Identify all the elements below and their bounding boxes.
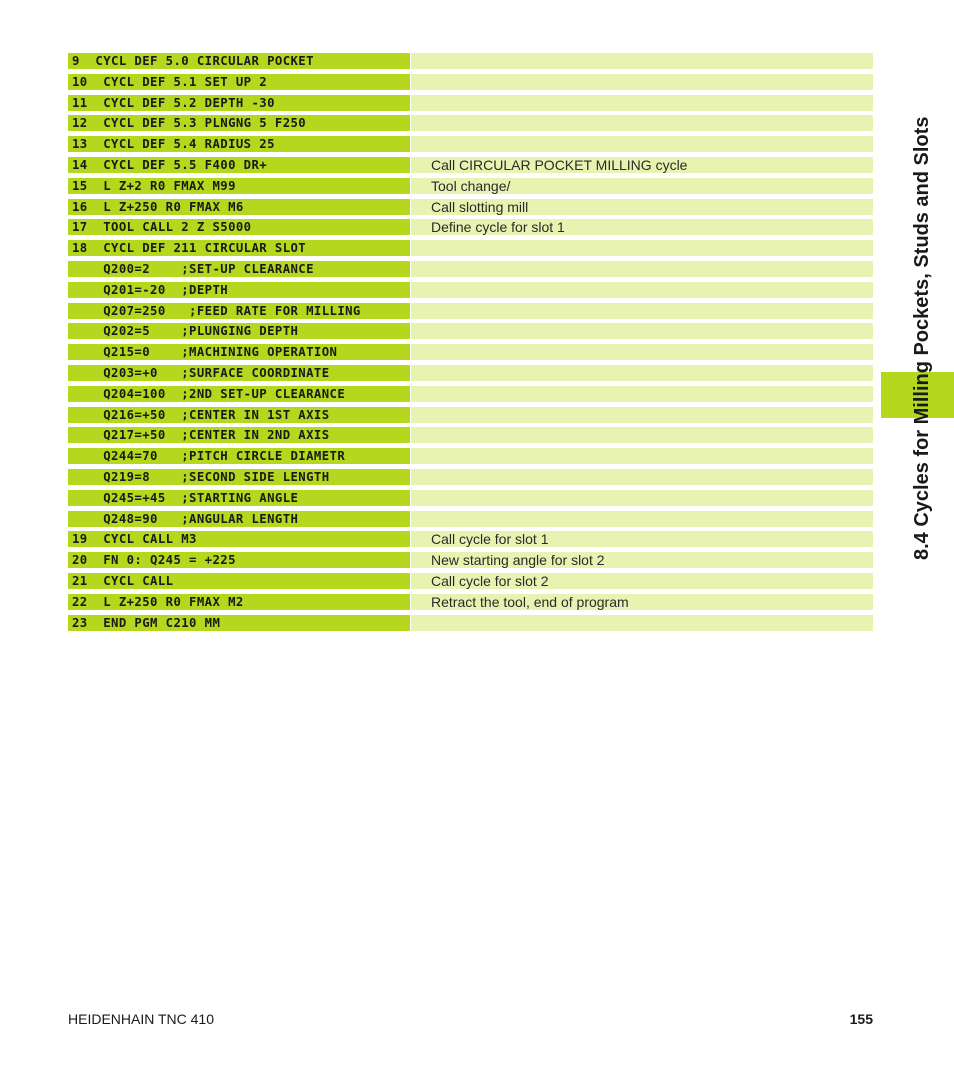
program-comment-cell: Tool change/ bbox=[411, 178, 873, 194]
program-code-cell: Q201=-20 ;DEPTH bbox=[68, 282, 410, 298]
program-code-cell: 16 L Z+250 R0 FMAX M6 bbox=[68, 199, 410, 215]
program-row bbox=[68, 448, 873, 464]
program-code-cell: 13 CYCL DEF 5.4 RADIUS 25 bbox=[68, 136, 410, 152]
program-row bbox=[68, 323, 873, 339]
program-code-cell: 10 CYCL DEF 5.1 SET UP 2 bbox=[68, 74, 410, 90]
program-comment-cell bbox=[411, 469, 873, 485]
program-code-cell: 21 CYCL CALL bbox=[68, 573, 410, 589]
program-code-cell: 22 L Z+250 R0 FMAX M2 bbox=[68, 594, 410, 610]
program-row bbox=[68, 282, 873, 298]
program-code-cell: 17 TOOL CALL 2 Z S5000 bbox=[68, 219, 410, 235]
program-comment-cell bbox=[411, 323, 873, 339]
program-comment-cell bbox=[411, 427, 873, 443]
program-row bbox=[68, 552, 873, 568]
program-code-cell: Q200=2 ;SET-UP CLEARANCE bbox=[68, 261, 410, 277]
program-comment-cell bbox=[411, 115, 873, 131]
chapter-side-title: 8.4 Cycles for Milling Pockets, Studs and Slots bbox=[911, 116, 933, 560]
program-comment-cell bbox=[411, 95, 873, 111]
program-code-cell: 11 CYCL DEF 5.2 DEPTH -30 bbox=[68, 95, 410, 111]
program-row bbox=[68, 178, 873, 194]
program-code-cell: Q217=+50 ;CENTER IN 2ND AXIS bbox=[68, 427, 410, 443]
nc-program-table bbox=[68, 53, 873, 635]
program-row bbox=[68, 407, 873, 423]
program-code-cell: 12 CYCL DEF 5.3 PLNGNG 5 F250 bbox=[68, 115, 410, 131]
program-code-cell: Q248=90 ;ANGULAR LENGTH bbox=[68, 511, 410, 527]
program-code-cell: 20 FN 0: Q245 = +225 bbox=[68, 552, 410, 568]
program-comment-cell bbox=[411, 386, 873, 402]
program-comment-cell: Call CIRCULAR POCKET MILLING cycle bbox=[411, 157, 873, 173]
program-code-cell: Q203=+0 ;SURFACE COORDINATE bbox=[68, 365, 410, 381]
program-comment-cell bbox=[411, 282, 873, 298]
program-row bbox=[68, 199, 873, 215]
program-row bbox=[68, 53, 873, 69]
program-code-cell: 23 END PGM C210 MM bbox=[68, 615, 410, 631]
program-row bbox=[68, 219, 873, 235]
program-row bbox=[68, 74, 873, 90]
program-code-cell: 9 CYCL DEF 5.0 CIRCULAR POCKET bbox=[68, 53, 410, 69]
program-row bbox=[68, 95, 873, 111]
program-comment-cell: Define cycle for slot 1 bbox=[411, 219, 873, 235]
program-row bbox=[68, 594, 873, 610]
program-comment-cell bbox=[411, 511, 873, 527]
footer-page-number: 155 bbox=[849, 1011, 873, 1027]
program-row bbox=[68, 344, 873, 360]
program-code-cell: Q215=0 ;MACHINING OPERATION bbox=[68, 344, 410, 360]
program-row bbox=[68, 386, 873, 402]
program-comment-cell bbox=[411, 407, 873, 423]
program-row bbox=[68, 427, 873, 443]
program-code-cell: Q245=+45 ;STARTING ANGLE bbox=[68, 490, 410, 506]
program-row bbox=[68, 365, 873, 381]
program-comment-cell bbox=[411, 490, 873, 506]
program-row bbox=[68, 157, 873, 173]
program-code-cell: 15 L Z+2 R0 FMAX M99 bbox=[68, 178, 410, 194]
program-comment-cell bbox=[411, 74, 873, 90]
program-row bbox=[68, 511, 873, 527]
program-code-cell: 14 CYCL DEF 5.5 F400 DR+ bbox=[68, 157, 410, 173]
program-row bbox=[68, 115, 873, 131]
program-row bbox=[68, 531, 873, 547]
program-code-cell: Q207=250 ;FEED RATE FOR MILLING bbox=[68, 303, 410, 319]
program-code-cell: Q244=70 ;PITCH CIRCLE DIAMETR bbox=[68, 448, 410, 464]
program-comment-cell bbox=[411, 448, 873, 464]
program-comment-cell: Retract the tool, end of program bbox=[411, 594, 873, 610]
program-row bbox=[68, 469, 873, 485]
program-row bbox=[68, 240, 873, 256]
program-comment-cell bbox=[411, 615, 873, 631]
program-comment-cell bbox=[411, 136, 873, 152]
program-comment-cell: Call cycle for slot 1 bbox=[411, 531, 873, 547]
program-code-cell: 18 CYCL DEF 211 CIRCULAR SLOT bbox=[68, 240, 410, 256]
footer-product-name: HEIDENHAIN TNC 410 bbox=[68, 1011, 215, 1027]
program-comment-cell bbox=[411, 303, 873, 319]
program-code-cell: Q219=8 ;SECOND SIDE LENGTH bbox=[68, 469, 410, 485]
program-row bbox=[68, 303, 873, 319]
program-comment-cell bbox=[411, 53, 873, 69]
program-comment-cell: New starting angle for slot 2 bbox=[411, 552, 873, 568]
program-comment-cell: Call cycle for slot 2 bbox=[411, 573, 873, 589]
program-row bbox=[68, 490, 873, 506]
program-row bbox=[68, 615, 873, 631]
program-row bbox=[68, 573, 873, 589]
program-code-cell: 19 CYCL CALL M3 bbox=[68, 531, 410, 547]
program-row bbox=[68, 261, 873, 277]
program-comment-cell bbox=[411, 261, 873, 277]
program-code-cell: Q216=+50 ;CENTER IN 1ST AXIS bbox=[68, 407, 410, 423]
program-comment-cell bbox=[411, 344, 873, 360]
program-comment-cell bbox=[411, 240, 873, 256]
program-code-cell: Q204=100 ;2ND SET-UP CLEARANCE bbox=[68, 386, 410, 402]
program-row bbox=[68, 136, 873, 152]
program-comment-cell: Call slotting mill bbox=[411, 199, 873, 215]
program-comment-cell bbox=[411, 365, 873, 381]
program-code-cell: Q202=5 ;PLUNGING DEPTH bbox=[68, 323, 410, 339]
